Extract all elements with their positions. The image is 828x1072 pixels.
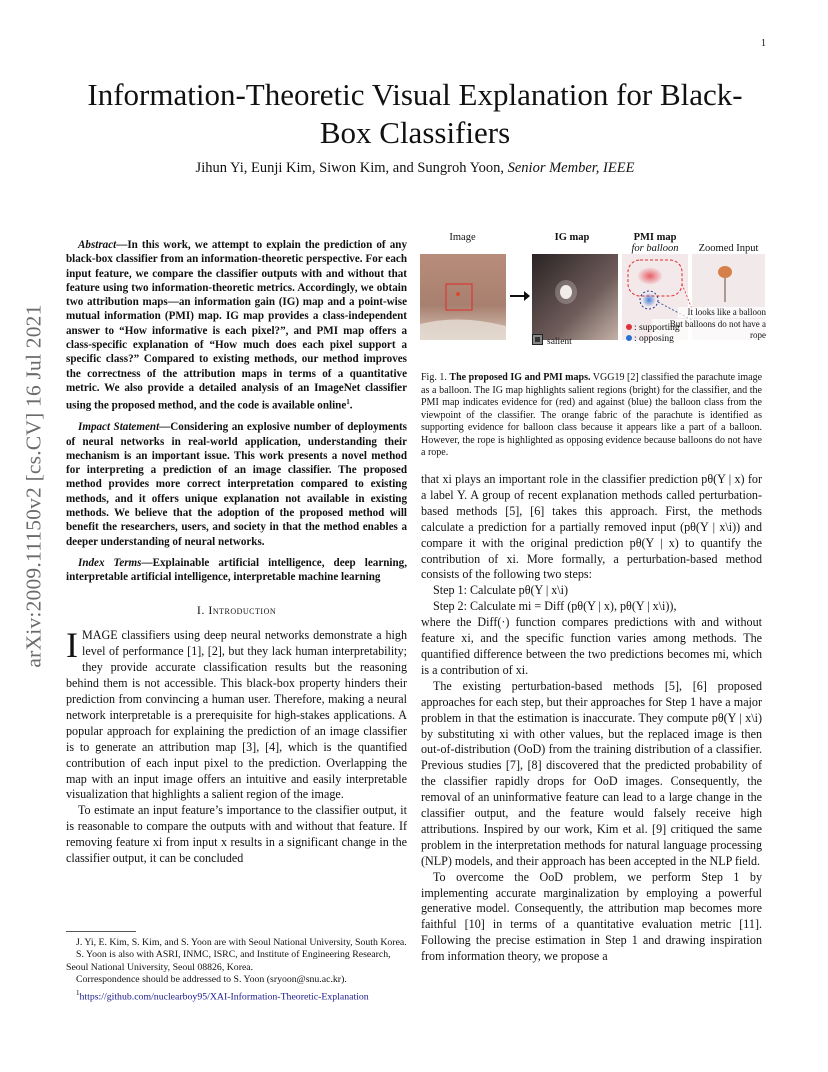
abstract-label: Abstract xyxy=(78,239,117,251)
index-label: Index Terms xyxy=(78,556,142,569)
left-column xyxy=(66,238,407,867)
fig-label-zoomed: Zoomed Input xyxy=(698,243,759,254)
figure-1 xyxy=(420,232,765,357)
fig-label-ig-map: IG map xyxy=(554,232,590,243)
figure-caption xyxy=(421,372,762,460)
step-1: Step 1: Calculate pθ(Y | x\i) xyxy=(433,583,569,598)
footnotes xyxy=(66,937,407,1003)
right-paragraph-1: that xi plays an important role in the classifier prediction pθ(Y | x) for a label Y. A group of recent explanation methods called perturbation-based methods [5], [6] takes this approach. First, the methods calculate a prediction for a partially removed input (pθ(Y | x\i)) and compare it with the original prediction pθ(Y | x) to quantify the contribution of xi. More formally, a perturbation-based method consists of the following two steps: xyxy=(421,472,762,582)
fig-label-pmi-sub: for balloon xyxy=(631,243,679,254)
author-membership: Senior Member, IEEE xyxy=(507,160,635,176)
legend-salient-text: salient xyxy=(547,337,572,347)
intro-paragraph-1-text: MAGE classifiers using deep neural networks demonstrate a high level of performance [1], [2], but they lack human interpretability; they provide accurate classification results but the reasoning behind them is not accessible. This black-box property hinders their prediction from convincing a human user. Therefore, making a neural network interpretable is a prerequisite for high-stakes applications. A popular approach for explaining the prediction of an image classifier is to generate an attribution map [3], [4], which is the quantified contribution of each input pixel to the prediction. Overlapping the map with an input image offers an intuitive and easily interpretable visualization that highlights a salient region of the image. xyxy=(66,628,407,802)
intro-paragraph-1 xyxy=(66,625,407,803)
arrow-icon xyxy=(510,291,530,301)
intro-paragraph-2: To estimate an input feature’s importance to the classifier output, it is reasonable to compare the outputs with and without that feature. If removing feature xi from input x results in a significant change in the classifier output, it can be concluded xyxy=(66,803,407,866)
caption-title: The proposed IG and PMI maps. xyxy=(449,372,591,383)
legend-salient xyxy=(532,334,592,348)
caption-label: Fig. 1. xyxy=(421,372,447,383)
opposing-dot-icon xyxy=(626,335,632,341)
right-column xyxy=(421,472,762,965)
abstract-text: —In this work, we attempt to explain the prediction of any black-box classifier from an information-theoretic perspective. For each input feature, we compare the classifier outputs with and without that feature using two information-theoretic metrics. Accordingly, we obtain two attribution maps—an information gain (IG) map and a point-wise mutual information (PMI) map. IG map provides a class-independent answer to “How informative is each pixel?”, and PMI map offers a class-specific explanation of “How much does each pixel support a specific class?” Compared to existing methods, our method improves the correctness of the attribution maps in terms of a quantitative metric. We also provide a detailed analysis of an ImageNet classifier using the proposed method, and the code is available online xyxy=(66,239,407,412)
caption-text: VGG19 [2] classified the parachute image as a balloon. The IG map highlights salient regions (bright) for the classifier, and the PMI map indicates evidence for (red) and against (blue) the balloon class from the viewpoint of the classifier. The orange fabric of the parachute is identified as supporting evidence for balloon class because it appears like a part of a balloon. However, the rope is highlighted as opposing evidence because balloons do not have a rope. xyxy=(421,372,763,458)
legend-opposing-text: : opposing xyxy=(634,334,674,344)
drop-cap: I xyxy=(66,625,78,666)
right-paragraph-4: To overcome the OoD problem, we perform Step 1 by implementing accurate marginalization by employing a powerful generative model. Consequently, the attribution map becomes more faithful [10] in terms of a quantitative evaluation metric [11]. Following the precise estimation in Step 1 and drawing inspiration from information theory, we propose a xyxy=(421,869,762,964)
paper-title: Information-Theoretic Visual Explanation for Black-Box Classifiers xyxy=(87,77,743,150)
input-image-panel xyxy=(420,254,506,340)
legend-supporting-text: : supporting xyxy=(634,323,680,333)
section-heading-introduction: I. Introduction xyxy=(196,602,277,617)
right-paragraph-3: The existing perturbation-based methods [5], [6] proposed approaches for each step, but their approaches for Step 1 have a major problem in that the estimation is inaccurate. They compute pθ(Y | x\i) by substituting xi with other values, but the replaced image is then out-of-distribution (OoD) from the training distribution of a classifier. Previous studies [7], [8] discovered that the predicted probability of the classifier rapidly drops for OoD images. Consequently, the removal of an uninformative feature can lead to a large change in the classifier output, and the feature would falsely receive high attributions. Inspired by our work, Kim et al. [9] critiqued the same problem in the interpretation methods for natural language processing (NLP) models, and their approach has been accepted in the NLP field. xyxy=(421,678,762,868)
right-paragraph-2: where the Diff(·) function compares predictions with and without feature xi, and the specific function varies among methods. The quantified difference between the two predictions becomes mi, which is a contribution of xi. xyxy=(421,615,762,677)
abstract-footnote-mark: 1 xyxy=(346,398,350,407)
footnote-affiliation: J. Yi, E. Kim, S. Kim, and S. Yoon are with Seoul National University, South Korea. xyxy=(76,937,407,948)
supporting-dot-icon xyxy=(626,324,632,330)
index-text: —Explainable artificial intelligence, deep learning, interpretable artificial intelligence, interpretable machine learning xyxy=(66,556,407,584)
footnote-affiliation-2: S. Yoon is also with ASRI, INMC, ISRC, and Institute of Engineering Research, Seoul National University, Seoul 08826, Korea. xyxy=(66,949,391,973)
fig-label-image: Image xyxy=(449,232,476,243)
fig-label-pmi-map: PMI map xyxy=(633,232,677,243)
footnote-code-mark: 1 xyxy=(76,988,80,997)
footnote-correspondence: Correspondence should be addressed to S. Yoon (sryoon@snu.ac.kr). xyxy=(76,974,347,986)
abstract: Abstract—In this work, we attempt to explain the prediction of any black-box classifier from an information-theoretic perspective. For each input feature, we compare the classifier outputs with and without that feature using two information-theoretic metrics. Accordingly, we obtain two attribution maps—an information gain (IG) map and a point-wise mutual information (PMI) map. IG map provides a class-independent answer to “How informative is each pixel?”, and PMI map offers a class-specific explanation of “How much does each pixel support a specific class?” Compared to existing methods, our method improves the correctness of the attribution maps in terms of a quantitative metric. We also provide a detailed analysis of an ImageNet classifier using the proposed method, and the code is available online$^1$. xyxy=(66,239,407,412)
impact-statement xyxy=(66,420,407,549)
arxiv-identifier-sidebar xyxy=(14,296,54,676)
impact-text: —Considering an explosive number of deployments of neural networks in real-world application, understanding their mechanism is an important issue. This work presents a novel method for interpreting a prediction of an image classifier. The proposed method provides more correct interpretation compared to existing methods, and it offers unique explanation not available in existing methods. We believe that the adoption of the proposed method will benefit the researchers, users, and society in that the method enables a deeper understanding of neural networks. xyxy=(66,421,408,548)
code-url-link[interactable]: https://github.com/nuclearboy95/XAI-Information-Theoretic-Explanation xyxy=(79,990,369,1002)
arxiv-identifier-text: arXiv:2009.11150v2 [cs.CV] 16 Jul 2021 xyxy=(21,304,46,668)
page-number: 1 xyxy=(761,38,766,49)
fig-note-supporting: It looks like a balloon xyxy=(678,307,766,318)
legend-supporting xyxy=(626,323,706,334)
ig-map-panel xyxy=(532,254,618,340)
fig-note-opposing: But balloons do not have a rope xyxy=(652,319,766,341)
step-2: Step 2: Calculate mi = Diff (pθ(Y | x), pθ(Y | x\i)), xyxy=(433,599,677,614)
author-list xyxy=(70,160,760,177)
author-names: Jihun Yi, Eunji Kim, Siwon Kim, and Sungroh Yoon, xyxy=(195,160,504,176)
footnote-rule xyxy=(66,931,136,932)
footnote-code-link[interactable] xyxy=(66,987,407,1004)
index-terms xyxy=(66,556,407,585)
impact-label: Impact Statement xyxy=(78,421,160,434)
salient-swatch-icon xyxy=(532,334,543,345)
legend-opposing xyxy=(626,334,706,345)
